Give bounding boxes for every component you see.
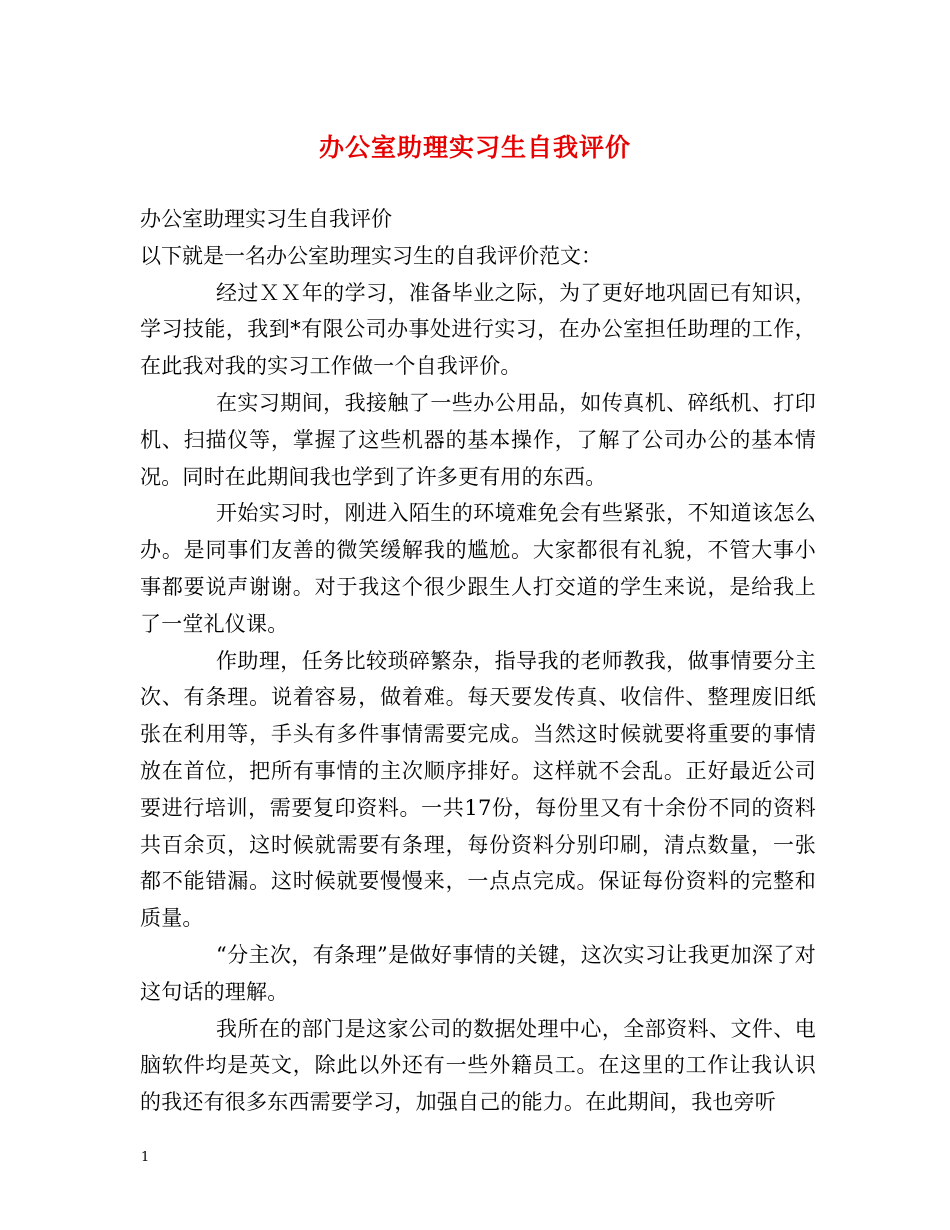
paragraph-3: 开始实习时，刚进入陌生的环境难免会有些紧张，不知道该怎么办。是同事们友善的微笑缓解我的尴尬。大家都很有礼貌，不管大事小事都要说声谢谢。对于我这个很少跟生人打交道的学生来说，是给我上了一堂礼仪课。 xyxy=(140,501,816,636)
document-heading: 办公室助理实习生自我评价 xyxy=(140,207,392,231)
document-title: 办公室助理实习生自我评价 xyxy=(318,133,631,162)
intro-line: 以下就是一名办公室助理实习生的自我评价范文： xyxy=(140,243,602,268)
document-body xyxy=(140,201,816,1121)
paragraph-6: 我所在的部门是这家公司的数据处理中心，全部资料、文件、电脑软件均是英文，除此以外还有一些外籍员工。在这里的工作让我认识的我还有很多东西需要学习，加强自己的能力。在此期间，我也旁听 xyxy=(140,1016,816,1115)
paragraph-4: 作助理，任务比较琐碎繁杂，指导我的老师教我，做事情要分主次、有条理。说着容易，做着难。每天要发传真、收信件、整理废旧纸张在利用等，手头有多件事情需要完成。当然这时候就要将重要的事情放在首位，把所有事情的主次顺序排好。这样就不会乱。正好最近公司要进行培训，需要复印资料。一共17份，每份里又有十余份不同的资料共百余页，这时候就需要有条理，每份资料分别印刷，清点数量，一张都不能错漏。这时候就要慢慢来，一点点完成。保证每份资料的完整和质量。 xyxy=(140,648,816,931)
paragraph-2: 在实习期间，我接触了一些办公用品，如传真机、碎纸机、打印机、扫描仪等，掌握了这些机器的基本操作，了解了公司办公的基本情况。同时在此期间我也学到了许多更有用的东西。 xyxy=(140,390,816,489)
page-number: 1 xyxy=(141,1150,150,1165)
paragraph-1: 经过ＸＸ年的学习，准备毕业之际，为了更好地巩固已有知识，学习技能，我到*有限公司办事处进行实习，在办公室担任助理的工作，在此我对我的实习工作做一个自我评价。 xyxy=(140,280,816,379)
paragraph-5: “分主次，有条理”是做好事情的关键，这次实习让我更加深了对这句话的理解。 xyxy=(140,942,816,1004)
